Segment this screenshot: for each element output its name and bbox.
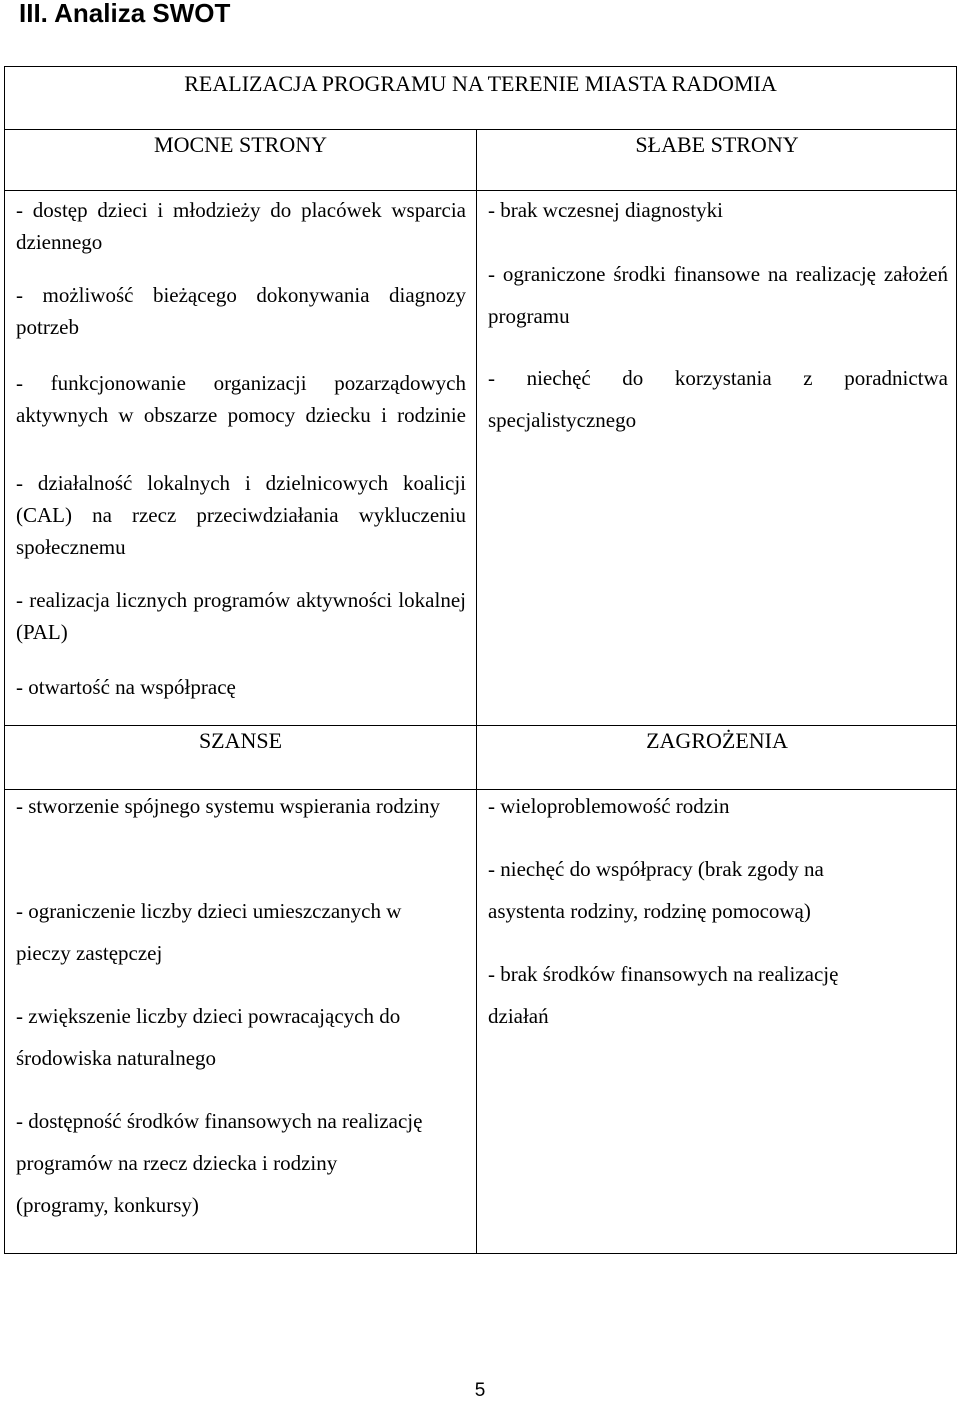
strengths-header: MOCNE STRONY [154,132,327,157]
strength-item: - dostęp dzieci i młodzieży do placówek wsparcia dziennego [16,198,466,254]
section-heading: III. Analiza SWOT [19,0,231,28]
strength-item: - funkcjonowanie organizacji pozarządowych aktywnych w obszarze pomocy dziecku i rodzinie [16,371,466,427]
column-divider [476,129,477,1254]
table-divider [5,190,956,191]
threat-item: - niechęć do współpracy (brak zgody na asystenta rodziny, rodzinę pomocową) [488,857,824,923]
weakness-item: - brak wczesnej diagnostyki [488,198,724,222]
strength-item: - działalność lokalnych i dzielnicowych koalicji (CAL) na rzecz przeciwdziałania wykluczeniu społecznemu [16,471,466,559]
threats-header: ZAGROŻENIA [646,728,788,753]
opportunity-item: - zwiększenie liczby dzieci powracających do środowiska naturalnego [16,1004,401,1070]
weaknesses-header: SŁABE STRONY [635,132,799,157]
table-divider [5,129,956,130]
weakness-item: - ograniczone środki finansowe na realizację założeń programu [488,262,948,328]
opportunities-header: SZANSE [198,728,283,753]
weakness-item: - niechęć do korzystania z poradnictwa specjalistycznego [488,366,948,432]
strength-item: - otwartość na współpracę [16,675,236,699]
strength-item: - realizacja licznych programów aktywności lokalnej (PAL) [16,588,466,644]
opportunity-item: - ograniczenie liczby dzieci umieszczanych w pieczy zastępczej [16,899,402,965]
threat-item: - brak środków finansowych na realizację działań [488,962,839,1028]
opportunity-item: - stworzenie spójnego systemu wspierania rodziny [16,794,440,818]
table-divider [5,725,956,726]
strength-item: - możliwość bieżącego dokonywania diagnozy potrzeb [16,283,466,339]
threat-item: - wieloproblemowość rodzin [488,794,730,818]
opportunity-item: - dostępność środków finansowych na realizację programów na rzecz dziecka i rodziny (programy, konkursy) [16,1109,423,1217]
page-number: 5 [474,1380,486,1401]
table-title: REALIZACJA PROGRAMU NA TERENIE MIASTA RADOMIA [184,71,777,96]
swot-table [4,66,957,1254]
